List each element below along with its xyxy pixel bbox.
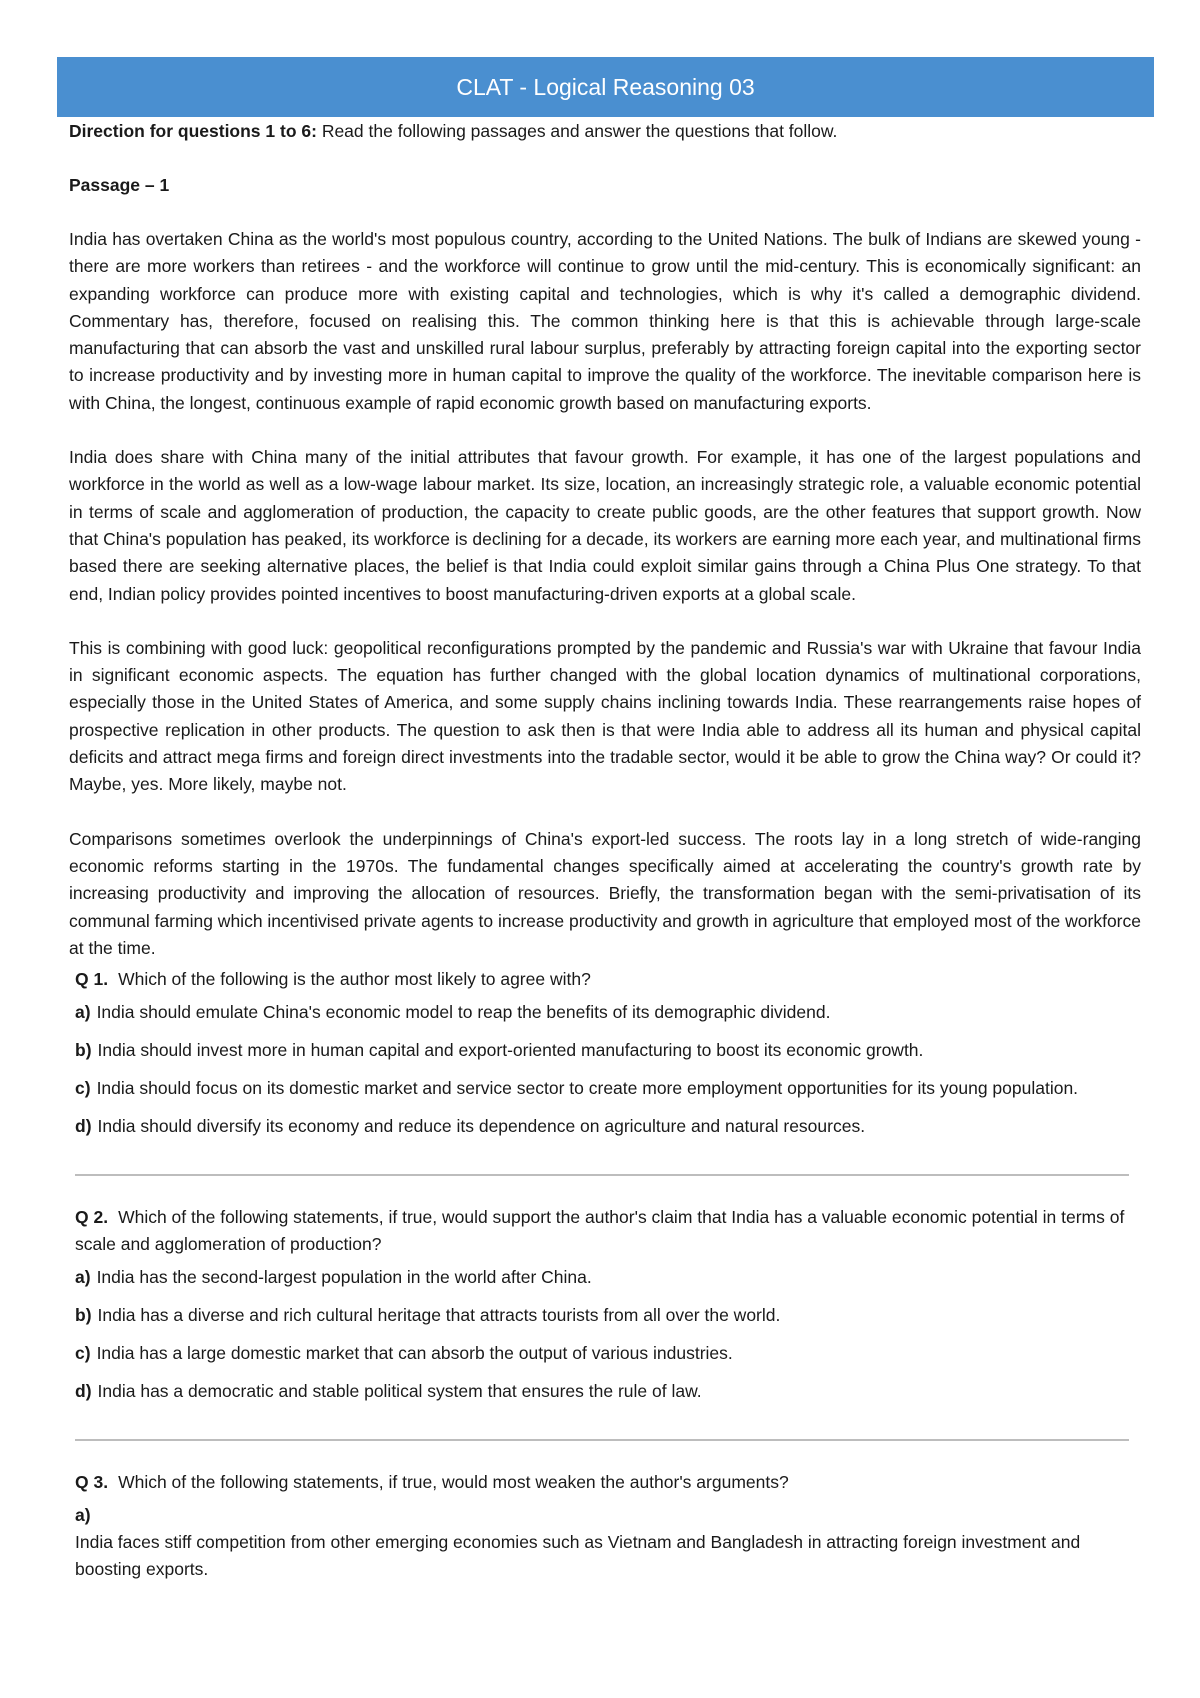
question-text: Which of the following statements, if true, would most weaken the author's arguments?	[118, 1472, 789, 1493]
option-text: India should emulate China's economic model to reap the benefits of its demographic dividend.	[96, 1002, 831, 1023]
answer-option[interactable]	[75, 999, 1135, 1026]
passage-paragraph: Comparisons sometimes overlook the underpinnings of China's export-led success. The roots lay in a long stretch of wide-ranging economic reforms starting in the 1970s. The fundamental changes specifically aimed at accelerating the country's growth rate by increasing productivity and improving the allocation of resources. Briefly, the transformation began with the semi-privatisation of its communal farming which incentivised private agents to increase productivity and growth in agriculture that employed most of the workforce at the time.	[69, 828, 1141, 958]
option-text: India has the second-largest population in the world after China.	[96, 1267, 592, 1288]
option-text: India should invest more in human capital and export-oriented manufacturing to boost its economic growth.	[97, 1040, 924, 1061]
option-label: a)	[75, 1002, 91, 1023]
option-label: b)	[75, 1040, 92, 1061]
question-divider	[75, 1174, 1129, 1176]
question-text: Which of the following statements, if true, would support the author's claim that India has a valuable economic potential in terms of scale and agglomeration of production?	[75, 1207, 1125, 1255]
question-3	[75, 1469, 1135, 1583]
directions-text: Read the following passages and answer the questions that follow.	[316, 121, 838, 141]
page-title: CLAT - Logical Reasoning 03	[456, 73, 755, 100]
option-text: India should focus on its domestic market and service sector to create more employment opportunities for its young population.	[96, 1078, 1079, 1099]
option-text: India faces stiff competition from other emerging economies such as Vietnam and Bangladesh in attracting foreign investment and boosting exports.	[75, 1532, 1081, 1580]
question-text: Which of the following is the author most likely to agree with?	[118, 969, 591, 990]
option-label: a)	[75, 1505, 91, 1526]
page-title-banner	[57, 57, 1154, 117]
answer-option[interactable]	[75, 1378, 1135, 1405]
answer-option[interactable]	[75, 1340, 1135, 1367]
passage-paragraph: This is combining with good luck: geopolitical reconfigurations prompted by the pandemic and Russia's war with Ukraine that favour India in significant economic aspects. The equation has further changed with the global location dynamics of multinational corporations, especially those in the United States of America, and some supply chains inclining towards India. These rearrangements raise hopes of prospective replication in other products. The question to ask then is that were India able to address all its human and physical capital deficits and attract mega firms and foreign direct investments into the tradable sector, would it be able to grow the China way? Or could it? Maybe, yes. More likely, maybe not.	[69, 637, 1141, 795]
option-text: India has a large domestic market that can absorb the output of various industries.	[96, 1343, 733, 1364]
option-label: b)	[75, 1305, 92, 1326]
answer-option[interactable]	[75, 1302, 1135, 1329]
directions-label: Direction for questions 1 to 6:	[69, 121, 317, 141]
question-2	[75, 1204, 1135, 1441]
option-text: India has a diverse and rich cultural heritage that attracts tourists from all over the world.	[97, 1305, 781, 1326]
passage-title: Passage – 1	[69, 175, 170, 195]
question-divider	[75, 1439, 1129, 1441]
answer-option[interactable]	[75, 1075, 1135, 1102]
answer-option[interactable]	[75, 1264, 1135, 1291]
answer-option[interactable]	[75, 1113, 1135, 1140]
option-label: c)	[75, 1343, 91, 1364]
answer-option[interactable]	[75, 1037, 1135, 1064]
question-number: Q 3.	[75, 1472, 109, 1493]
question-stem	[75, 1204, 1135, 1258]
option-text: India should diversify its economy and reduce its dependence on agriculture and natural resources.	[97, 1116, 866, 1137]
option-label: c)	[75, 1078, 91, 1099]
option-text: India has a democratic and stable political system that ensures the rule of law.	[97, 1381, 702, 1402]
question-number: Q 1.	[75, 969, 109, 990]
answer-option[interactable]	[75, 1502, 1135, 1583]
passage-paragraph: India does share with China many of the initial attributes that favour growth. For example, it has one of the largest populations and workforce in the world as well as a low-wage labour market. Its size, location, an increasingly strategic role, a valuable economic potential in terms of scale and agglomeration of production, the capacity to create public goods, are the other features that support growth. Now that China's population has peaked, its workforce is declining for a decade, its workers are earning more each year, and multinational firms based there are seeking alternative places, the belief is that India could exploit similar gains through a China Plus One strategy. To that end, Indian policy provides pointed incentives to boost manufacturing-driven exports at a global scale.	[69, 447, 1141, 604]
option-label: d)	[75, 1381, 92, 1402]
directions	[69, 118, 1141, 145]
question-1	[75, 966, 1135, 1176]
question-number: Q 2.	[75, 1207, 109, 1228]
document-body	[69, 118, 1141, 1594]
question-stem	[75, 966, 1135, 993]
option-label: d)	[75, 1116, 92, 1137]
question-stem	[75, 1469, 1135, 1496]
option-label: a)	[75, 1267, 91, 1288]
passage-paragraph: India has overtaken China as the world's most populous country, according to the United Nations. The bulk of Indians are skewed young - there are more workers than retirees - and the workforce will continue to grow until the mid-century. This is economically significant: an expanding workforce can produce more with existing capital and technologies, which is why it's called a demographic dividend. Commentary has, therefore, focused on realising this. The common thinking here is that this is achievable through large-scale manufacturing that can absorb the vast and unskilled rural labour surplus, preferably by attracting foreign capital into the exporting sector to increase productivity and by investing more in human capital to improve the quality of the workforce. The inevitable comparison here is with China, the longest, continuous example of rapid economic growth based on manufacturing exports.	[69, 229, 1141, 413]
